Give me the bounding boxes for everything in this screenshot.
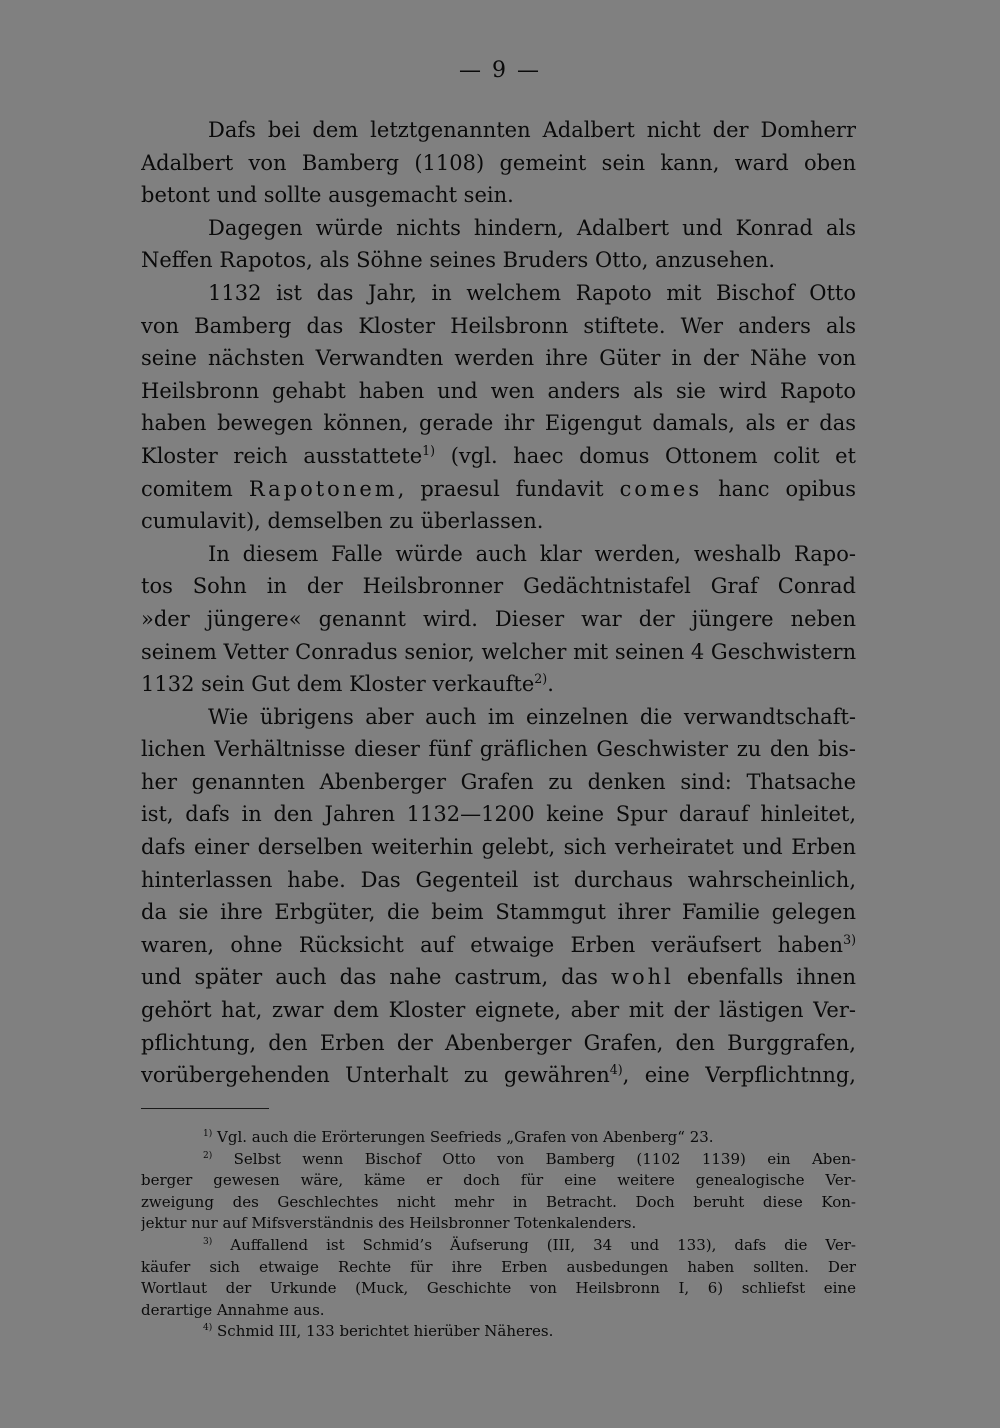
body-text: da sie ihre Erbgüter, die beim Stammgut ihrer Familie gelegen: [141, 900, 856, 925]
footnote-line: [141, 1149, 856, 1171]
footnote-separator: [141, 1108, 269, 1109]
body-line: [141, 603, 856, 636]
footnotes: [141, 1127, 856, 1343]
body-text: Wie übrigens aber auch im einzelnen die verwandtschaft-: [208, 704, 856, 729]
body-line: [141, 668, 856, 701]
body-text: Adalbert von Bamberg (1108) gemeint sein kann, ward oben: [141, 150, 856, 175]
body-line: [141, 766, 856, 799]
body-text: von Bamberg das Kloster Heilsbronn stiftete. Wer anders als: [141, 313, 856, 338]
footnote-text: Auffallend ist Schmid’s Äufserung (III, 34 und 133), dafs die Ver-: [212, 1235, 856, 1254]
body-line: [141, 179, 856, 212]
main-text: [141, 114, 856, 1092]
body-text: Heilsbronn gehabt haben und wen anders als sie wird Rapoto: [141, 378, 856, 403]
body-text: pflichtung, den Erben der Abenberger Grafen, den Burggrafen,: [141, 1030, 856, 1055]
body-text: comitem: [141, 476, 249, 501]
footnote-text: berger gewesen wäre, käme er doch für eine weitere genealogische Ver-: [141, 1171, 856, 1190]
body-text: tos Sohn in der Heilsbronner Gedächtnistafel Graf Conrad: [141, 574, 856, 599]
body-text: ebenfalls ihnen: [673, 965, 856, 990]
footnote-text: käufer sich etwaige Rechte für ihre Erben ausbedungen haben sollten. Der: [141, 1257, 856, 1276]
body-text: 1132 sein Gut dem Kloster verkaufte: [141, 672, 535, 697]
body-line: [141, 636, 856, 669]
body-line: [141, 798, 856, 831]
footnote-line: [141, 1213, 856, 1235]
body-text: her genannten Abenberger Grafen zu denken sind: Thatsache: [141, 769, 856, 794]
footnote-text: Schmid III, 133 berichtet hierüber Näheres.: [212, 1322, 554, 1341]
body-line: [141, 570, 856, 603]
footnote-line: [141, 1278, 856, 1300]
body-line: [141, 994, 856, 1027]
body-text: vorübergehenden Unterhalt zu gewähren: [141, 1063, 610, 1088]
body-line: [141, 961, 856, 994]
body-text: »der jüngere« genannt wird. Dieser war der jüngere neben: [141, 606, 856, 631]
body-line: [141, 896, 856, 929]
body-line: [141, 831, 856, 864]
footnote-text: Wortlaut der Urkunde (Muck, Geschichte von Heilsbronn I, 6) schliefst eine: [141, 1279, 856, 1298]
footnote-marker: 3): [203, 1236, 213, 1247]
body-line: [141, 114, 856, 147]
body-line: [141, 864, 856, 897]
body-line: [141, 147, 856, 180]
body-line: [141, 538, 856, 571]
body-text: cumulavit), demselben zu überlassen.: [141, 509, 544, 534]
body-line: [141, 701, 856, 734]
footnote-marker: 2): [203, 1150, 213, 1161]
spaced-word: comes: [619, 476, 703, 501]
footnote-text: derartige Annahme aus.: [141, 1300, 325, 1319]
footnote-reference: 1): [422, 442, 436, 458]
footnote-marker: 4): [203, 1323, 213, 1334]
footnote-line: [141, 1257, 856, 1279]
footnote-reference: 3): [843, 931, 856, 947]
body-text: seinem Vetter Conradus senior, welcher mit seinen 4 Geschwistern: [141, 639, 856, 664]
footnote-line: [141, 1170, 856, 1192]
body-text: , eine Verpflichtnng,: [622, 1063, 856, 1088]
body-text: lichen Verhältnisse dieser fünf gräflichen Geschwister zu den bis-: [141, 737, 856, 762]
spaced-word: Rapotonem: [248, 476, 398, 501]
body-text: Dafs bei dem letztgenannten Adalbert nicht der Domherr: [208, 118, 856, 142]
body-text: haben bewegen können, gerade ihr Eigengut damals, als er das: [141, 411, 856, 436]
body-text: betont und sollte ausgemacht sein.: [141, 183, 514, 208]
footnote-line: [141, 1321, 856, 1343]
body-text: In diesem Falle würde auch klar werden, weshalb Rapo-: [208, 541, 856, 566]
footnote-text: Selbst wenn Bischof Otto von Bamberg (1102 1139) ein Aben-: [212, 1149, 856, 1168]
footnote-marker: 1): [203, 1129, 213, 1139]
footnote-line: [141, 1192, 856, 1214]
body-line: [141, 375, 856, 408]
body-text: gehört hat, zwar dem Kloster eignete, aber mit der lästigen Ver-: [141, 998, 856, 1023]
footnote-reference: 2): [534, 671, 548, 687]
body-text: Neffen Rapotos, als Söhne seines Bruders Otto, anzusehen.: [141, 248, 776, 273]
body-line: [141, 277, 856, 310]
body-line: [141, 1059, 856, 1092]
body-line: [141, 342, 856, 375]
body-text: seine nächsten Verwandten werden ihre Güter in der Nähe von: [141, 346, 856, 371]
body-line: [141, 244, 856, 277]
body-text: hanc opibus: [702, 476, 856, 501]
footnote-text: Vgl. auch die Erörterungen Seefrieds „Grafen von Abenberg“ 23.: [212, 1128, 714, 1146]
body-line: [141, 440, 856, 473]
body-text: und später auch das nahe castrum, das: [141, 965, 611, 990]
body-text: hinterlassen habe. Das Gegenteil ist durchaus wahrscheinlich,: [141, 867, 856, 892]
footnote-line: [141, 1300, 856, 1322]
body-line: [141, 733, 856, 766]
body-line: [141, 407, 856, 440]
body-line: [141, 212, 856, 245]
footnote-line: [141, 1235, 856, 1257]
body-text: ist, dafs in den Jahren 1132—1200 keine Spur darauf hinleitet,: [141, 802, 856, 827]
body-text: Dagegen würde nichts hindern, Adalbert und Konrad als: [208, 215, 856, 240]
body-line: [141, 929, 856, 962]
body-text: 1132 ist das Jahr, in welchem Rapoto mit Bischof Otto: [208, 280, 856, 305]
body-text: .: [547, 672, 554, 697]
body-line: [141, 310, 856, 343]
body-text: , praesul fundavit: [397, 476, 620, 501]
footnote-line: [141, 1127, 856, 1149]
body-line: [141, 505, 856, 538]
footnote-text: jektur nur auf Mifsverständnis des Heilsbronner Totenkalenders.: [141, 1214, 637, 1233]
body-line: [141, 473, 856, 506]
body-text: waren, ohne Rücksicht auf etwaige Erben veräufsert haben: [141, 932, 844, 957]
body-text: (vgl. haec domus Ottonem colit et: [435, 443, 856, 468]
body-line: [141, 1027, 856, 1060]
spaced-word: wohl: [610, 965, 674, 990]
footnote-text: zweigung des Geschlechtes nicht mehr in Betracht. Doch beruht diese Kon-: [141, 1192, 856, 1211]
body-text: Kloster reich ausstattete: [141, 443, 423, 468]
footnote-reference: 4): [609, 1062, 623, 1078]
body-text: dafs einer derselben weiterhin gelebt, sich verheiratet und Erben: [141, 835, 856, 860]
page-number: — 9 —: [459, 58, 541, 83]
